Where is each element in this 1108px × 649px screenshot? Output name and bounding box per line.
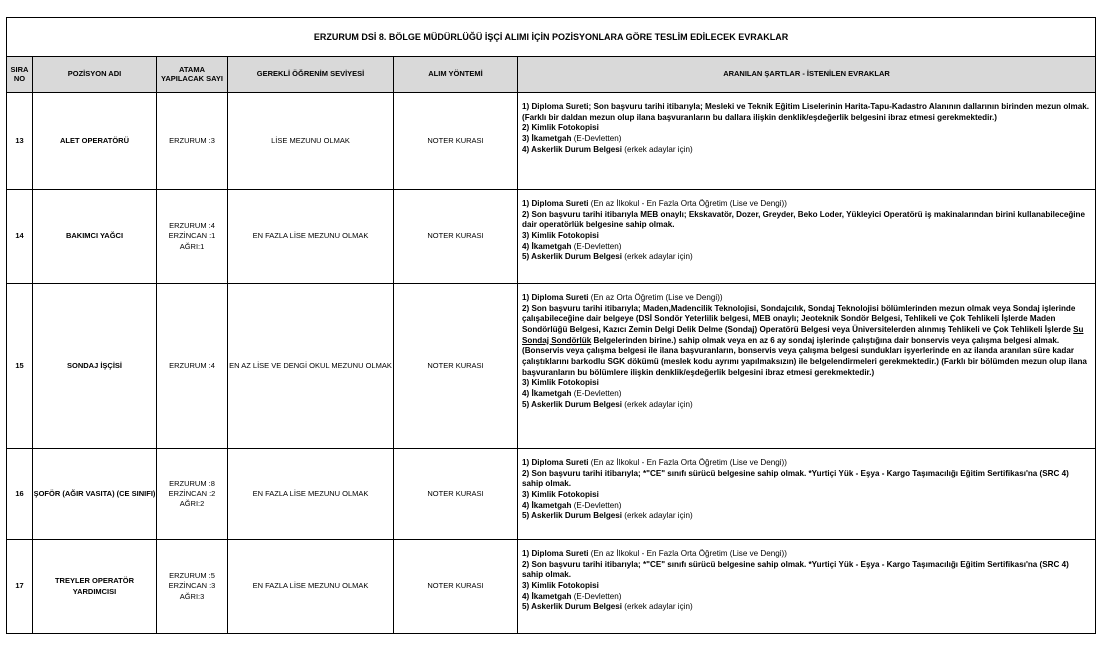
requirement-text: (E-Devletten) (571, 241, 622, 251)
requirement-text: 2) Kimlik Fotokopisi (522, 123, 599, 133)
requirement-text: (E-Devletten) (571, 134, 622, 144)
table-row (7, 93, 1096, 190)
assignment-location: ERZİNCAN :3 (168, 581, 216, 591)
row-number: 14 (7, 190, 33, 284)
row-number: 16 (7, 449, 33, 540)
requirement-text: 3) Kimlik Fotokopisi (522, 581, 599, 591)
requirement-item (522, 490, 1092, 501)
requirements-cell (518, 540, 1096, 634)
recruitment-method: NOTER KURASI (394, 449, 518, 540)
requirement-text: (erkek adaylar için) (622, 511, 693, 521)
row-number: 15 (7, 284, 33, 449)
requirement-text: 2) Son başvuru tarihi itibarıyla; *"CE" sınıfı sürücü belgesine sahip olmak. *Yurtiçi Yük - Eşya - Kargo Taşımacılığı Eğitim Sertifikası'na (SRC 4) sahip olmak. (522, 468, 1069, 489)
position-name: TREYLER OPERATÖR YARDIMCISI (33, 540, 157, 634)
requirement-item (522, 511, 1092, 522)
header-sira-no (7, 57, 33, 93)
requirement-text: 4) Askerlik Durum Belgesi (522, 144, 623, 154)
requirement-text: 1) Diploma Sureti (522, 199, 589, 208)
requirement-text: (E-Devletten) (571, 591, 622, 601)
requirement-text: (En az İlkokul - En Fazla Orta Öğretim (Lise ve Dengi)) (588, 458, 787, 467)
requirement-item (522, 123, 1092, 134)
education-level: EN FAZLA LİSE MEZUNU OLMAK (228, 190, 394, 284)
requirement-text: 2) Son başvuru tarihi itibarıyla; Maden,Madencilik Teknolojisi, Sondajcılık, Sondaj Teknolojisi bölümlerinden mezun olmak veya Sondaj işlerinde çalışabileceğine dair belgeye (DSİ Sondör Yeterlilik belgesi, MEB onaylı; Jeoteknik Sondör Belgesi, Tehlikeli ve Çok Tehlikeli İşlerde Maden Sondörlüğü Belgesi, Kazıcı Zemin Delgi Delik Delme (Sondaj) Operatörü Belgesi veya Üniversitelerden alınmış Tehlikeli ve Çok Tehlikeli İşlerde (522, 303, 1076, 335)
position-name: BAKIMCI YAĞCI (33, 190, 157, 284)
assignment-count (157, 540, 228, 634)
recruitment-method: NOTER KURASI (394, 93, 518, 190)
requirement-item (522, 242, 1092, 253)
requirement-item (522, 560, 1092, 581)
requirement-item (522, 501, 1092, 512)
requirement-item (522, 231, 1092, 242)
assignment-location: ERZURUM :4 (169, 221, 215, 231)
requirement-item (522, 378, 1092, 389)
table-row (7, 540, 1096, 634)
header-sartlar: ARANILAN ŞARTLAR - İSTENİLEN EVRAKLAR (518, 57, 1096, 93)
requirement-text: 5) Askerlik Durum Belgesi (522, 511, 623, 521)
requirement-text: 5) Askerlik Durum Belgesi (522, 399, 623, 409)
requirements-cell (518, 93, 1096, 190)
requirement-item (522, 469, 1092, 490)
assignment-location: ERZİNCAN :2 (168, 488, 216, 498)
education-level: EN FAZLA LİSE MEZUNU OLMAK (228, 449, 394, 540)
requirement-item (522, 210, 1092, 231)
table-row (7, 284, 1096, 449)
requirements-cell (518, 449, 1096, 540)
requirement-text: (erkek adaylar için) (622, 602, 693, 612)
header-atama-line1: ATAMA (179, 64, 205, 74)
requirement-item (522, 304, 1092, 379)
requirement-item (522, 145, 1092, 156)
assignment-location: ERZURUM :8 (169, 478, 215, 488)
requirements-cell (518, 190, 1096, 284)
assignment-location: AĞRI:1 (179, 241, 205, 251)
header-pozisyon: POZİSYON ADI (33, 57, 157, 93)
requirement-item (522, 458, 1092, 469)
requirement-item (522, 400, 1092, 411)
requirement-text: (erkek adaylar için) (622, 252, 693, 262)
requirement-text: (En az Orta Öğretim (Lise ve Dengi)) (588, 293, 723, 302)
position-name: ALET OPERATÖRÜ (33, 93, 157, 190)
table-row (7, 190, 1096, 284)
requirement-item (522, 602, 1092, 613)
assignment-count (157, 190, 228, 284)
position-name: ŞOFÖR (AĞIR VASITA) (CE SINIFI) (33, 449, 157, 540)
requirement-text: 2) Son başvuru tarihi itibarıyla; *"CE" sınıfı sürücü belgesine sahip olmak. *Yurtiçi Yük - Eşya - Kargo Taşımacılığı Eğitim Sertifikası'na (SRC 4) sahip olmak. (522, 559, 1069, 580)
assignment-location: AĞRI:3 (179, 591, 205, 601)
requirement-text: 4) İkametgah (522, 389, 572, 399)
table-row (7, 449, 1096, 540)
requirement-text: 1) Diploma Sureti (522, 293, 589, 302)
requirement-item (522, 389, 1092, 400)
row-number: 13 (7, 93, 33, 190)
requirement-text: (En az İlkokul - En Fazla Orta Öğretim (Lise ve Dengi)) (588, 549, 787, 558)
assignment-location: ERZURUM :5 (169, 571, 215, 581)
row-number: 17 (7, 540, 33, 634)
requirement-item (522, 102, 1092, 123)
requirement-text: 3) Kimlik Fotokopisi (522, 378, 599, 388)
requirement-text: 4) İkametgah (522, 500, 572, 510)
recruitment-method: NOTER KURASI (394, 540, 518, 634)
requirements-cell (518, 284, 1096, 449)
assignment-count (157, 93, 228, 190)
assignment-location: ERZİNCAN :1 (168, 231, 216, 241)
requirement-text: (erkek adaylar için) (622, 399, 693, 409)
requirement-text: 5) Askerlik Durum Belgesi (522, 252, 623, 262)
assignment-location: ERZURUM :3 (169, 135, 215, 145)
header-sira-line1: SIRA (10, 64, 29, 74)
header-sira-line2: NO (13, 73, 26, 83)
requirement-text: 3) Kimlik Fotokopisi (522, 231, 599, 241)
recruitment-method: NOTER KURASI (394, 190, 518, 284)
assignment-location: ERZURUM :4 (169, 360, 215, 370)
header-yontem: ALIM YÖNTEMİ (394, 57, 518, 93)
requirement-text: 1) Diploma Sureti (522, 549, 589, 558)
header-ogrenim: GEREKLİ ÖĞRENİM SEVİYESİ (228, 57, 394, 93)
education-level: EN AZ LİSE VE DENGİ OKUL MEZUNU OLMAK (228, 284, 394, 449)
header-atama-line2: YAPILACAK SAYI (161, 73, 223, 83)
document-title: ERZURUM DSİ 8. BÖLGE MÜDÜRLÜĞÜ İŞÇİ ALIMI İÇİN POZİSYONLARA GÖRE TESLİM EDİLECEK EVRAKLAR (7, 18, 1096, 57)
education-level: EN FAZLA LİSE MEZUNU OLMAK (228, 540, 394, 634)
requirement-text: (E-Devletten) (571, 389, 622, 399)
requirement-text: 2) Son başvuru tarihi itibarıyla MEB onaylı; Ekskavatör, Dozer, Greyder, Beko Loder, Yükleyici Operatörü iş makinalarından birini kullanabileceğine dair operatörlük belgesine sahip olmak. (522, 209, 1086, 230)
assignment-count (157, 449, 228, 540)
requirement-text: Belgelerinden birine.) sahip olmak veya en az 6 ay sondaj işlerinde çalıştığına dair bonservis veya çalışma belgesi almak. (Bonservis veya çalışma belgesi ile ilana başvuranların, bonservis veya çalışma belgesi sundukları işyerlerinde en az ilanda aranılan süre kadar çalıştıklarını barkodlu SGK dökümü (meslek kodu ayrımı yapılmaksızın) ile belgelendirmeleri gerekmektedir.) (Farklı bir bölümden mezun olup ilana başvuranların bu bölümlere ilişkin denklik/eşdeğerlik belgesini ibraz etmesi gerekmektedir.) (522, 335, 1087, 377)
requirement-text: 1) Diploma Sureti (522, 458, 589, 467)
requirement-text: 5) Askerlik Durum Belgesi (522, 602, 623, 612)
assignment-count (157, 284, 228, 449)
requirement-text: 3) İkametgah (522, 134, 572, 144)
requirement-text: 3) Kimlik Fotokopisi (522, 490, 599, 500)
requirement-text: 4) İkametgah (522, 241, 572, 251)
header-row (7, 57, 1096, 93)
position-name: SONDAJ İŞÇİSİ (33, 284, 157, 449)
education-level: LİSE MEZUNU OLMAK (228, 93, 394, 190)
recruitment-method: NOTER KURASI (394, 284, 518, 449)
requirement-item (522, 134, 1092, 145)
requirement-text: 4) İkametgah (522, 591, 572, 601)
header-atama (157, 57, 228, 93)
requirement-text: (erkek adaylar için) (622, 144, 693, 154)
requirement-text: 1) Diploma Sureti; Son başvuru tarihi itibarıyla; Mesleki ve Teknik Eğitim Liselerinin Harita-Tapu-Kadastro Alanının dallarının birinden mezun olmak. (Farklı bir daldan mezun olup ilana başvuranların bu dallara ilişkin denklik/eşdeğerlik belgesini ibraz etmesi gerekmektedir.) (522, 102, 1089, 122)
requirement-item (522, 592, 1092, 603)
assignment-location: AĞRI:2 (179, 499, 205, 509)
requirement-item (522, 293, 1092, 304)
requirement-item (522, 252, 1092, 263)
requirement-item (522, 581, 1092, 592)
requirement-item (522, 549, 1092, 560)
requirement-text: Su Sondaj Sondörlük (522, 325, 1084, 345)
requirement-text: (E-Devletten) (571, 500, 622, 510)
requirement-item (522, 199, 1092, 210)
requirement-text: (En az İlkokul - En Fazla Orta Öğretim (Lise ve Dengi)) (588, 199, 787, 208)
requirements-table (6, 17, 1096, 634)
